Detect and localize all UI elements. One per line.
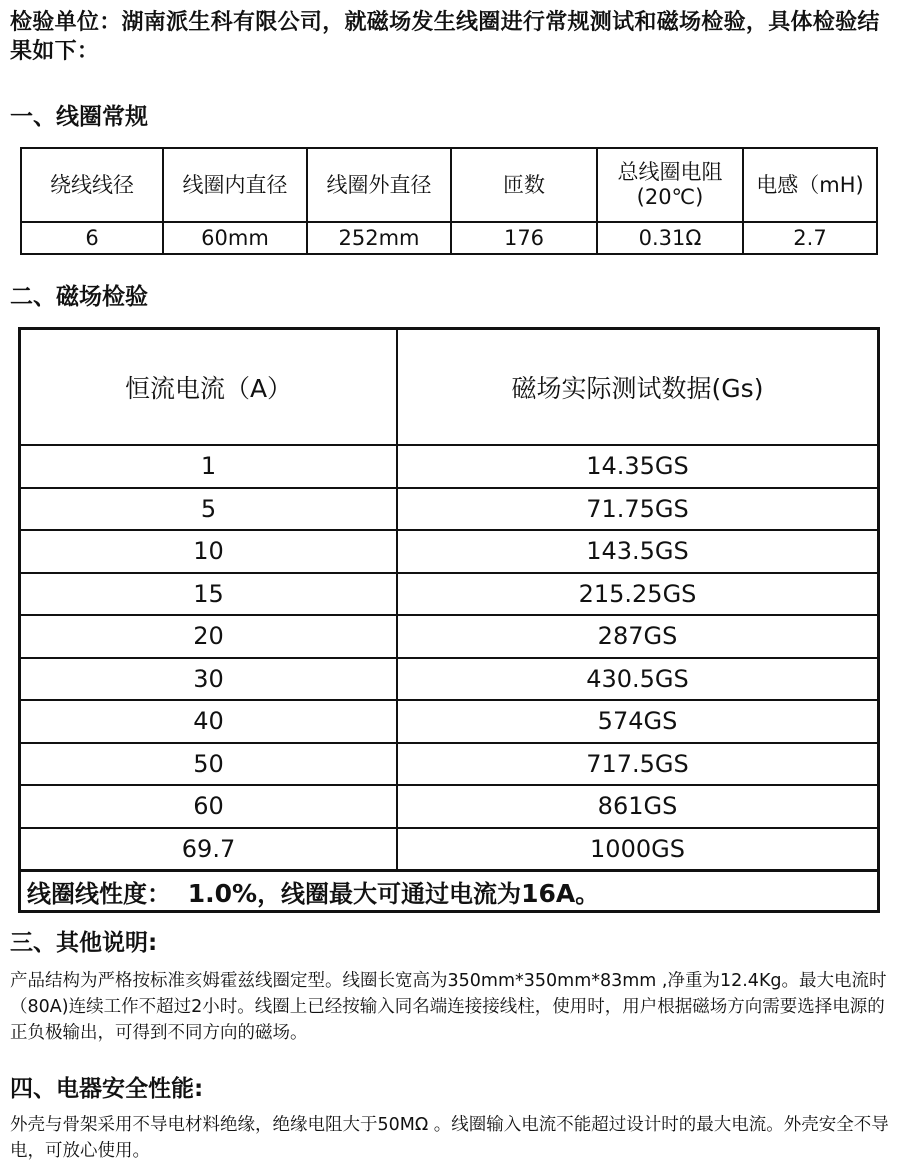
max-current-value: 16A (521, 878, 576, 908)
header-wire-diameter: 绕线线径 (21, 148, 163, 222)
linearity-footer (20, 871, 879, 912)
linearity-footer-row (20, 871, 879, 912)
footer-end: 。 (575, 879, 600, 908)
table-row (20, 658, 879, 701)
current-cell: 69.7 (20, 828, 398, 871)
section2-heading: 二、磁场检验 (10, 284, 148, 310)
field-cell: 1000GS (397, 828, 879, 871)
coil-spec-value-row (21, 222, 877, 254)
field-cell: 717.5GS (397, 743, 879, 786)
section1-heading: 一、线圈常规 (10, 104, 148, 130)
section3-heading: 三、其他说明: (10, 930, 158, 956)
section4-text: 外壳与骨架采用不导电材料绝缘，绝缘电阻大于50MΩ 。线圈输入电流不能超过设计时的最大电流。外壳安全不导电，可放心使用。 (10, 1115, 889, 1161)
header-turns: 匝数 (451, 148, 597, 222)
table-row (20, 743, 879, 786)
table-row (20, 828, 879, 871)
field-cell: 430.5GS (397, 658, 879, 701)
current-cell: 15 (20, 573, 398, 616)
field-cell: 215.25GS (397, 573, 879, 616)
table-row (20, 488, 879, 531)
linearity-label: 线圈线性度： (27, 879, 171, 908)
section3-text: 产品结构为严格按标准亥姆霍兹线圈定型。线圈长宽高为350mm*350mm*83mm ,净重为12.4Kg。最大电流时（80A)连续工作不超过2小时。线圈上已经按输入同名端连接接线柱，使用时，用户根据磁场方向需要选择电源的正负极输出，可得到不同方向的磁场。 (10, 971, 887, 1043)
table-row (20, 785, 879, 828)
current-cell: 1 (20, 445, 398, 488)
field-cell: 143.5GS (397, 530, 879, 573)
field-cell: 287GS (397, 615, 879, 658)
header-outer-diameter: 线圈外直径 (307, 148, 451, 222)
current-cell: 20 (20, 615, 398, 658)
max-current-label: ，线圈最大可通过电流为 (257, 879, 522, 908)
table-row (20, 530, 879, 573)
coil-spec-table (20, 147, 878, 255)
linearity-value: 1.0% (187, 878, 258, 908)
header-current: 恒流电流（A） (20, 329, 398, 446)
section4-heading: 四、电器安全性能: (10, 1076, 204, 1102)
coil-spec-header-row (21, 148, 877, 222)
header-resistance: 总线圈电阻(20℃) (597, 148, 743, 222)
current-cell: 10 (20, 530, 398, 573)
current-cell: 40 (20, 700, 398, 743)
value-resistance: 0.31Ω (597, 222, 743, 254)
header-field: 磁场实际测试数据(Gs) (397, 329, 879, 446)
table-row (20, 573, 879, 616)
current-cell: 60 (20, 785, 398, 828)
value-wire-diameter: 6 (21, 222, 163, 254)
table-row (20, 445, 879, 488)
field-cell: 574GS (397, 700, 879, 743)
current-cell: 30 (20, 658, 398, 701)
header-inductance: 电感（mH) (743, 148, 877, 222)
current-cell: 5 (20, 488, 398, 531)
intro-text: 检验单位：湖南派生科有限公司，就磁场发生线圈进行常规测试和磁场检验，具体检验结果如下： (10, 10, 880, 64)
value-inductance: 2.7 (743, 222, 877, 254)
value-outer-diameter: 252mm (307, 222, 451, 254)
value-inner-diameter: 60mm (163, 222, 307, 254)
table-row (20, 615, 879, 658)
field-test-table (18, 327, 880, 913)
header-inner-diameter: 线圈内直径 (163, 148, 307, 222)
field-cell: 861GS (397, 785, 879, 828)
value-turns: 176 (451, 222, 597, 254)
field-test-header-row (20, 329, 879, 446)
field-cell: 71.75GS (397, 488, 879, 531)
table-row (20, 700, 879, 743)
field-cell: 14.35GS (397, 445, 879, 488)
current-cell: 50 (20, 743, 398, 786)
